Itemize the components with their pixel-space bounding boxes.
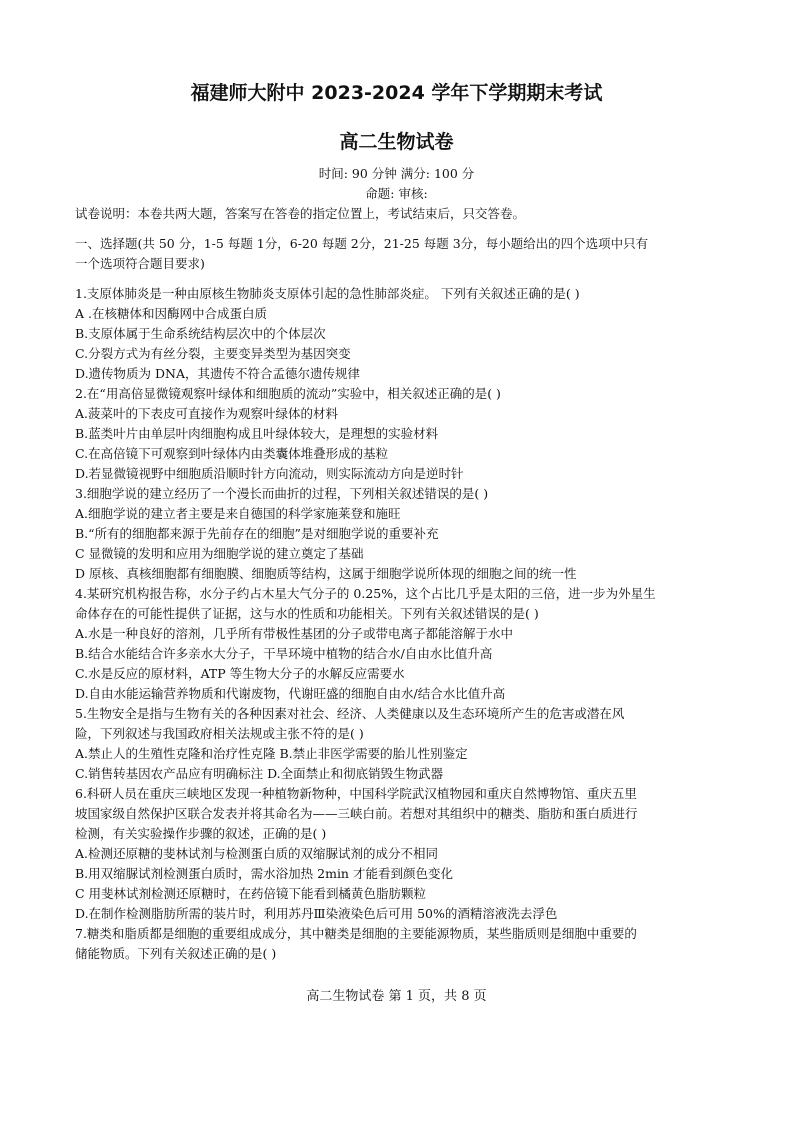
question-line: B.用双缩脲试剂检测蛋白质时，需水浴加热 2min 才能看到颜色变化 bbox=[75, 866, 453, 881]
question-line: B.“所有的细胞都来源于先前存在的细胞”是对细胞学说的重要补充 bbox=[75, 526, 439, 541]
question-line: 储能物质。下列有关叙述正确的是( ) bbox=[75, 946, 277, 961]
question-line: 命体存在的可能性提供了证据，这与水的性质和功能相关。下列有关叙述错误的是( ) bbox=[75, 606, 539, 621]
question-line: C.水是反应的原材料，ATP 等生物大分子的水解反应需要水 bbox=[75, 666, 405, 681]
time-score-line: 时间: 90 分钟 满分: 100 分 bbox=[318, 166, 475, 181]
question-line: 7.糖类和脂质都是细胞的重要组成成分，其中糖类是细胞的主要能源物质，某些脂质则是细胞中重要的 bbox=[75, 926, 637, 941]
question-line: 3.细胞学说的建立经历了一个漫长而曲折的过程，下列相关叙述错误的是( ) bbox=[75, 486, 489, 501]
question-line: B.结合水能结合许多亲水大分子，干旱环境中植物的结合水/自由水比值升高 bbox=[75, 646, 493, 661]
question-line: A.细胞学说的建立者主要是来自德国的科学家施莱登和施旺 bbox=[75, 506, 401, 521]
question-line: C.在高倍镜下可观察到叶绿体内由类囊体堆叠形成的基粒 bbox=[75, 446, 389, 461]
question-line: 检测，有关实验操作步骤的叙述，正确的是( ) bbox=[75, 826, 327, 841]
question-line: D.遗传物质为 DNA，其遗传不符合孟德尔遗传规律 bbox=[75, 366, 361, 381]
reviewer-line: 命题: 审核: bbox=[365, 186, 428, 201]
question-line: A.水是一种良好的溶剂，几乎所有带极性基团的分子或带电离子都能溶解于水中 bbox=[75, 626, 514, 641]
question-line: C 用斐林试剂检测还原糖时，在药倍镜下能看到橘黄色脂肪颗粒 bbox=[75, 886, 427, 901]
instructions: 试卷说明：本卷共两大题，答案写在答卷的指定位置上，考试结束后，只交答卷。 bbox=[75, 206, 526, 221]
question-line: 6.科研人员在重庆三峡地区发现一种植物新物种，中国科学院武汉植物园和重庆自然博物馆、重庆五里 bbox=[75, 786, 637, 801]
question-line: A.禁止人的生殖性克隆和治疗性克隆 B.禁止非医学需要的胎儿性别鉴定 bbox=[75, 746, 468, 761]
page-footer: 高二生物试卷 第 1 页，共 8 页 bbox=[306, 989, 487, 1004]
question-line: 4.某研究机构报告称，水分子约占木星大气分子的 0.25%，这个占比几乎是太阳的三倍，进一步为外星生 bbox=[75, 586, 656, 601]
exam-body bbox=[75, 204, 725, 964]
question-line: C.分裂方式为有丝分裂，主要变异类型为基因突变 bbox=[75, 346, 351, 361]
question-line: C 显微镜的发明和应用为细胞学说的建立奠定了基础 bbox=[75, 546, 364, 561]
exam-subtitle: 高二生物试卷 bbox=[339, 131, 454, 153]
section-title: 一、选择题(共 50 分，1-5 每题 1分，6-20 每题 2分，21-25 每题 3分，每小题给出的四个选项中只有 bbox=[75, 236, 649, 251]
question-line: B.支原体属于生命系统结构层次中的个体层次 bbox=[75, 326, 326, 341]
question-line: D.若显微镜视野中细胞质沿顺时针方向流动，则实际流动方向是逆时针 bbox=[75, 466, 464, 481]
question-line: A .在核糖体和因酶网中合成蛋白质 bbox=[75, 306, 267, 321]
question-line: 5.生物安全是指与生物有关的各种因素对社会、经济、人类健康以及生态环境所产生的危害或潜在风 bbox=[75, 706, 625, 721]
question-line: A.检测还原糖的斐林试剂与检测蛋白质的双缩脲试剂的成分不相同 bbox=[75, 846, 439, 861]
section-title-cont: 一个选项符合题目要求) bbox=[75, 256, 205, 271]
question-line: A.菠菜叶的下表皮可直接作为观察叶绿体的材料 bbox=[75, 406, 339, 421]
question-list bbox=[75, 284, 725, 964]
question-line: 险，下列叙述与我国政府相关法规或主张不符的是( ) bbox=[75, 726, 364, 741]
question-line: D 原核、真核细胞都有细胞膜、细胞质等结构，这属于细胞学说所体现的细胞之间的统一性 bbox=[75, 566, 577, 581]
question-line: 坡国家级自然保护区联合发表并将其命名为——三峡白前。若想对其组织中的糖类、脂肪和蛋白质进行 bbox=[75, 806, 638, 821]
question-line: D.在制作检测脂肪所需的装片时，利用苏丹Ⅲ染液染色后可用 50%的酒精溶液洗去浮色 bbox=[75, 906, 558, 921]
question-line: C.销售转基因农产品应有明确标注 D.全面禁止和彻底销毁生物武器 bbox=[75, 766, 444, 781]
question-line: B.蓝类叶片由单层叶肉细胞构成且叶绿体较大，是理想的实验材料 bbox=[75, 426, 439, 441]
question-line: 2.在“用高倍显微镜观察叶绿体和细胞质的流动”实验中，相关叙述正确的是( ) bbox=[75, 386, 501, 401]
question-line: D.自由水能运输营养物质和代谢废物，代谢旺盛的细胞自由水/结合水比值升高 bbox=[75, 686, 506, 701]
exam-title: 福建师大附中 2023-2024 学年下学期期末考试 bbox=[190, 82, 603, 104]
question-line: 1.支原体肺炎是一种由原核生物肺炎支原体引起的急性肺部炎症。 下列有关叙述正确的是( ) bbox=[75, 286, 580, 301]
